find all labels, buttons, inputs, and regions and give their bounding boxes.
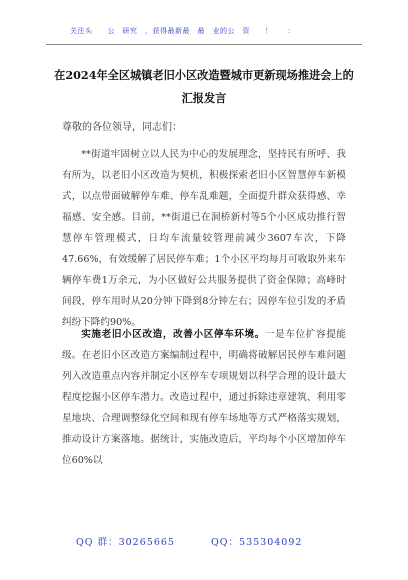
paragraph-2: [62, 324, 346, 471]
header-notice: 关注头 公 研究 ，获得最新最 最 业的公 资 ！ ：: [70, 27, 295, 35]
paragraph-1: **街道牢固树立以人民为中心的发展理念，坚持民有所呼、我有所为，以老旧小区改造为契机，积极探索老旧小区智慧停车新模式，以点带面破解停车难、停车乱难题，全面提升群众获得感、幸福感、安全感。目前，**街道已在洞桥新村等5个小区成功推行智慧停车管理模式，日均车流量较管理前减少3607车次，下降47.66%，有效缓解了居民停车难；1个小区平均每月可收取外来车辆停车费1万余元，为小区做好公共服务提供了资金保障；高峰时间段，停车用时从20分钟下降到8分钟左右；因停车位引发的矛盾纠纷下降约90%。: [62, 149, 346, 328]
header-divider: [46, 44, 362, 45]
footer-contact: [76, 534, 302, 548]
footer-qq: QQ：535304092: [210, 537, 303, 548]
document-title: 在2024年全区城镇老旧小区改造暨城市更新现场推进会上的汇报发言: [54, 68, 354, 105]
footer-qq-group: QQ 群：30265665: [76, 537, 175, 548]
paragraph-2-lead: 实施老旧小区改造，改善小区停车环境。: [81, 329, 265, 340]
salutation: 尊敬的各位领导，同志们：: [62, 122, 182, 133]
paragraph-2-body: 一是车位扩容提能级。在老旧小区改造方案编制过程中，明确将破解居民停车难问题列入改造重点内容并制定小区停车专项规划以科学合理的设计最大程度挖掘小区停车潜力。改造过程中，通过拆除违章建筑、利用零星地块、合理调整绿化空间和现有停车场地等方式严格落实规划，推动设计方案落地。据统计，实施改造后，平均每个小区增加停车位60%以: [62, 329, 347, 466]
